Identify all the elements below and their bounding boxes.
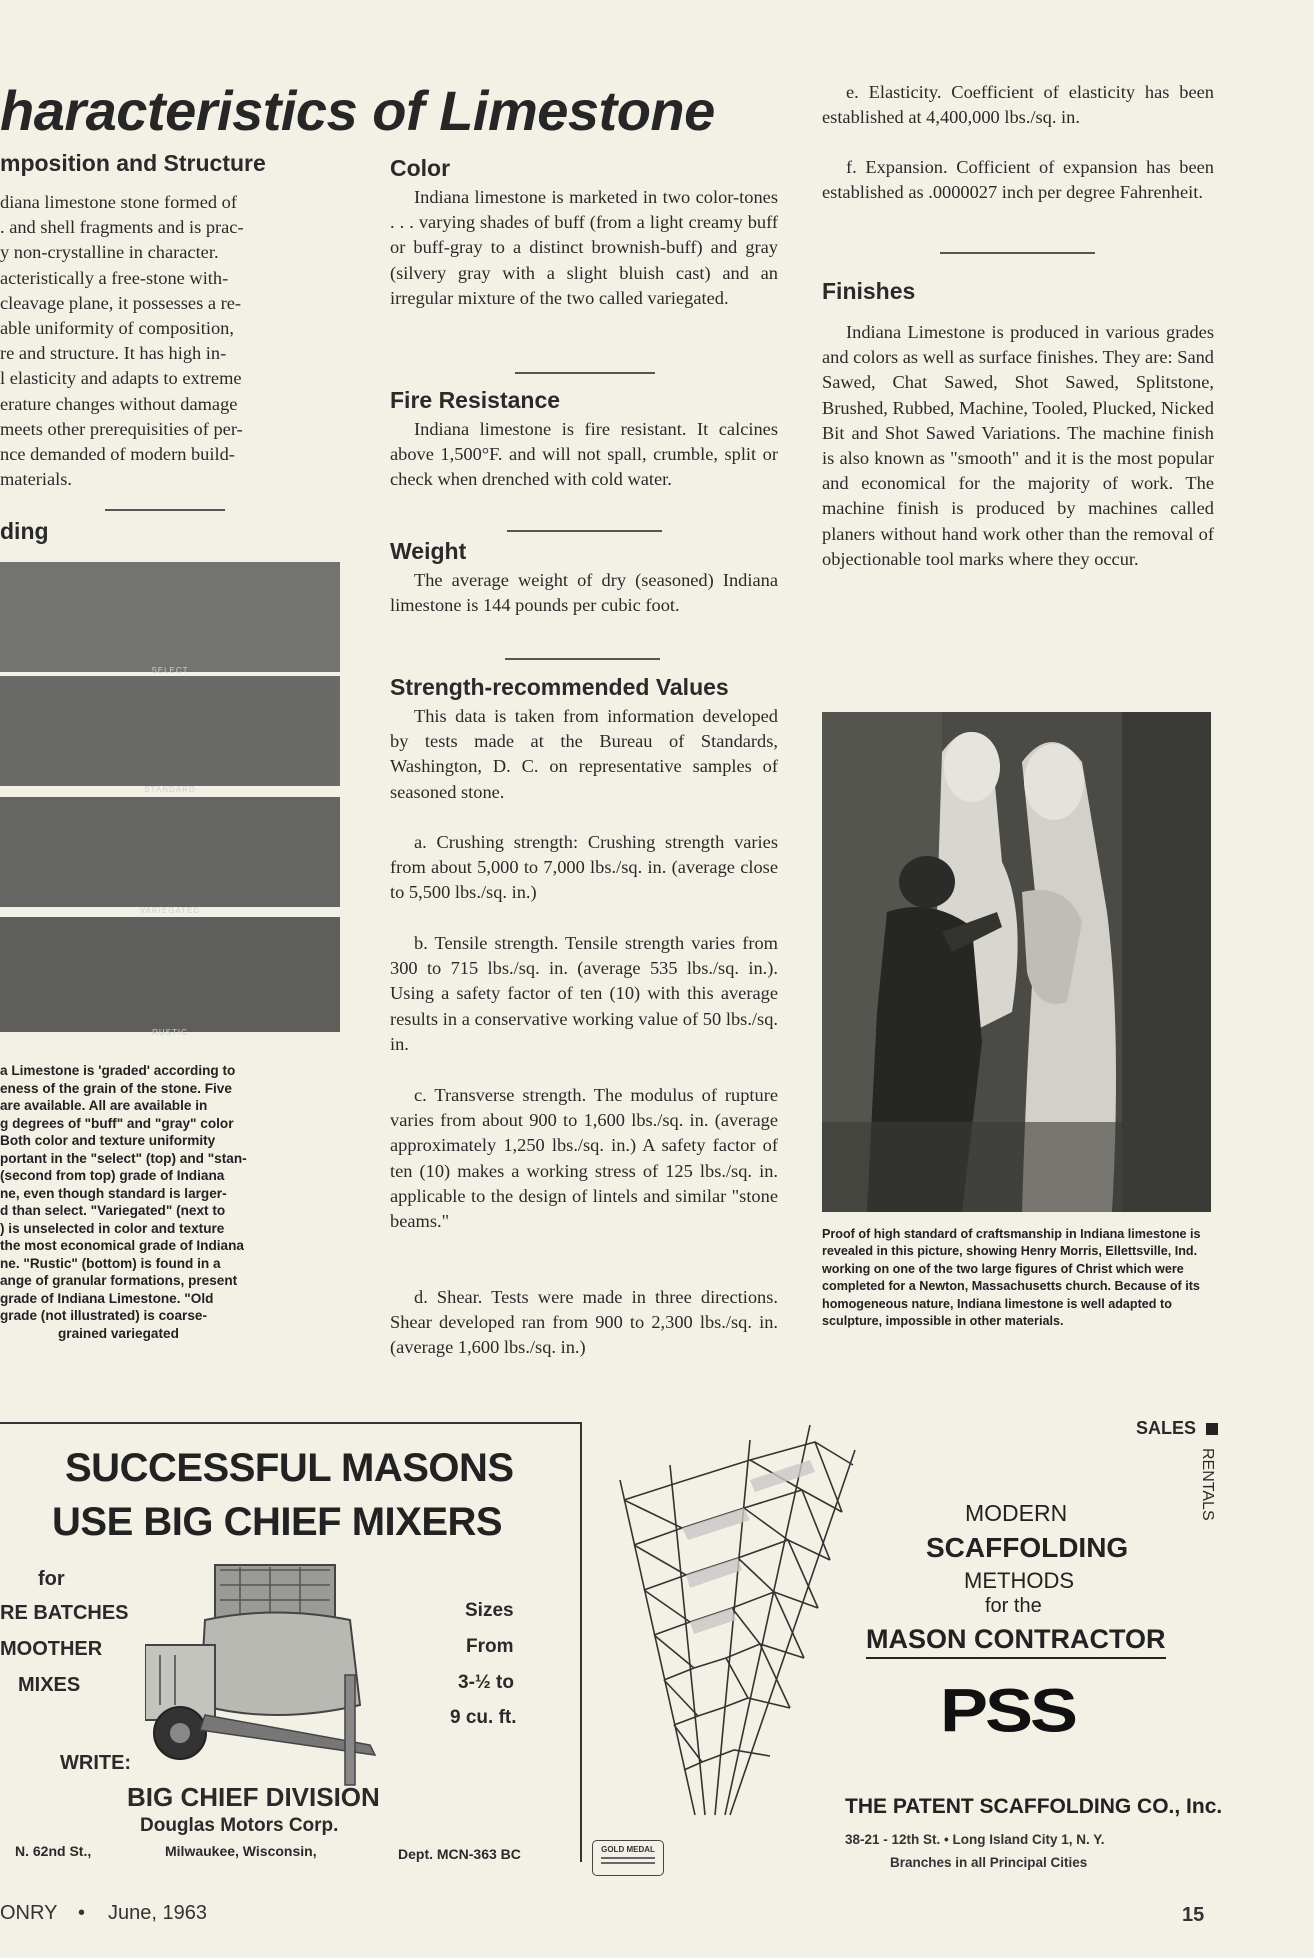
scaffold-line-3: METHODS: [964, 1568, 1074, 1593]
issue-date: June, 1963: [108, 1902, 207, 1924]
strength-intro: This data is taken from information developed by tests made at the Bureau of Standards, Washington, D. C. on representative samples of seasoned stone.: [390, 706, 778, 802]
composition-lines: [0, 190, 346, 492]
text-line: l elasticity and adapts to extreme: [0, 368, 242, 389]
mixer-illustration: [145, 1555, 390, 1790]
seal-rule: [601, 1857, 655, 1859]
scaffold-company: THE PATENT SCAFFOLDING CO., Inc.: [845, 1795, 1223, 1818]
caption-line: portant in the "select" (top) and "stan-: [0, 1150, 247, 1166]
mixer-division: BIG CHIEF DIVISION: [127, 1782, 380, 1812]
swatch-label: SELECT: [151, 666, 189, 675]
mixer-dept: Dept. MCN-363 BC: [398, 1846, 521, 1862]
mixer-sizes-3: 3-½ to: [458, 1672, 514, 1693]
composition-heading: mposition and Structure: [0, 150, 266, 176]
caption-line: grade (not illustrated) is coarse-: [0, 1308, 207, 1323]
weight-text: The average weight of dry (seasoned) Indiana limestone is 144 pounds per cubic foot.: [390, 570, 778, 616]
strength-a: a. Crushing strength: Crushing strength varies from about 5,000 to 7,000 lbs./sq. in. (average close to 5,500 lbs./sq. in.): [390, 832, 778, 903]
swatch-label: RUSTIC: [152, 1028, 188, 1037]
mixer-headline-1: SUCCESSFUL MASONS: [65, 1446, 514, 1490]
pss-logo: PSS: [940, 1676, 1076, 1745]
scaffold-illustration: [610, 1420, 860, 1820]
variegated-swatch: [0, 797, 340, 907]
strength-d: d. Shear. Tests were made in three directions. Shear developed ran from 900 to 2,300 lbs./sq. in. (average 1,600 lbs./sq. in.): [390, 1287, 778, 1358]
caption-line: the most economical grade of Indiana: [0, 1238, 244, 1253]
text-line: materials.: [0, 469, 73, 490]
text-line: cleavage plane, it possesses a re-: [0, 292, 242, 313]
mixer-city: Milwaukee, Wisconsin,: [165, 1843, 317, 1859]
mixer-benefit-2: MOOTHER: [0, 1638, 103, 1660]
text-line: meets other prerequisities of per-: [0, 418, 243, 439]
fire-heading: Fire Resistance: [390, 387, 561, 413]
caption-line: (second from top) grade of Indiana: [0, 1168, 225, 1183]
mixer-street: N. 62nd St.,: [15, 1843, 92, 1859]
scaffold-line-1: MODERN: [965, 1500, 1068, 1526]
fire-text: Indiana limestone is fire resistant. It calcines above 1,500°F. and will not spall, crumble, split or check when drenched with cold water.: [390, 419, 778, 490]
divider: [515, 372, 655, 374]
page-number: 15: [1182, 1904, 1205, 1926]
text-line: . and shell fragments and is prac-: [0, 217, 244, 238]
mixer-sizes-2: From: [466, 1636, 514, 1657]
sales-square: [1206, 1423, 1218, 1435]
divider: [940, 252, 1095, 254]
caption-line: Both color and texture uniformity: [0, 1133, 216, 1148]
caption-line: a Limestone is 'graded' according to: [0, 1063, 236, 1078]
scaffold-tower-image: [610, 1420, 860, 1820]
caption-line: grade of Indiana Limestone. "Old: [0, 1290, 214, 1306]
caption-line: are available. All are available in: [0, 1098, 208, 1113]
text-line: y non-crystalline in character.: [0, 242, 219, 263]
mixer-write: WRITE:: [60, 1752, 132, 1774]
seal-text: GOLD MEDAL: [601, 1845, 655, 1854]
caption-line: g degrees of "buff" and "gray" color: [0, 1115, 234, 1131]
caption-line: ne. "Rustic" (bottom) is found in a: [0, 1255, 221, 1271]
expansion-text: f. Expansion. Cofficient of expansion has been established as .0000027 inch per degree Fahrenheit.: [822, 157, 1214, 203]
mixer-sizes-4: 9 cu. ft.: [450, 1707, 517, 1728]
caption-line: eness of the grain of the stone. Five: [0, 1080, 232, 1096]
text-line: erature changes without damage: [0, 393, 238, 414]
rentals-label: RENTALS: [1199, 1448, 1216, 1521]
scaffold-line-4: for the: [985, 1595, 1042, 1617]
divider: [507, 530, 662, 532]
caption-line: grained variegated: [58, 1325, 179, 1341]
grading-caption: [0, 1062, 345, 1342]
strength-c: c. Transverse strength. The modulus of rupture varies from about 900 to 1,600 lbs./sq. in. (average approximately 1,250 lbs./sq. in.) A safety factor of ten (10) makes a working stress of 125 lbs./sq. in. applicable to the design of lintels and similar "stone beams.": [390, 1085, 778, 1232]
caption-line: d than select. "Variegated" (next to: [0, 1203, 226, 1218]
scaffold-line-2: SCAFFOLDING: [926, 1532, 1129, 1563]
sculptor-photo: [822, 712, 1211, 1212]
finishes-heading: Finishes: [822, 278, 916, 304]
mixer-sizes-1: Sizes: [465, 1600, 514, 1621]
seal-rule: [601, 1862, 655, 1864]
mixer-company: Douglas Motors Corp.: [140, 1815, 339, 1836]
sales-label: SALES: [1136, 1418, 1197, 1438]
finishes-text: Indiana Limestone is produced in various grades and colors as well as surface finishes. They are: Sand Sawed, Chat Sawed, Shot Sawed, Splitstone, Brushed, Rubbed, Machine, Tooled, Plucked, Nicked Bit and Shot Sawed Variations. The machine finish is also known as "smooth" and it is the most popular and economical for the majority of work. The machine finish is produced by machines called planers without hand work other than the removal of objectionable tool marks where they occur.: [822, 322, 1214, 569]
color-text: Indiana limestone is marketed in two color-tones . . . varying shades of buff (from a light creamy buff or buff-gray to a distinct brownish-buff) and gray (silvery gray with a slight bluish cast) and an irregular mixture of the two called variegated.: [390, 187, 778, 308]
photo-illustration: [822, 712, 1211, 1212]
swatch-label: STANDARD: [144, 785, 196, 794]
scaffold-line-5: MASON CONTRACTOR: [866, 1624, 1166, 1659]
elasticity-text: e. Elasticity. Coefficient of elasticity has been established at 4,400,000 lbs./sq. in.: [822, 82, 1214, 128]
mixer-for: for: [38, 1568, 65, 1590]
strength-heading: Strength-recommended Values: [390, 674, 729, 700]
mixer-benefit-1: RE BATCHES: [0, 1602, 129, 1624]
standard-swatch: [0, 676, 340, 786]
color-heading: Color: [390, 155, 451, 181]
caption-line: ange of granular formations, present: [0, 1273, 238, 1288]
swatch-label: VARIEGATED: [139, 906, 201, 915]
divider: [505, 658, 660, 660]
divider: [105, 509, 225, 511]
text-line: re and structure. It has high in-: [0, 343, 227, 364]
scaffold-address: 38-21 - 12th St. • Long Island City 1, N. Y.: [845, 1832, 1105, 1847]
composition-text: [0, 190, 346, 492]
select-swatch: [0, 562, 340, 672]
footer-bullet: •: [78, 1902, 86, 1924]
mixer-benefit-3: MIXES: [18, 1674, 81, 1696]
strength-b: b. Tensile strength. Tensile strength varies from 300 to 715 lbs./sq. in. (average 535 lbs./sq. in.). Using a safety factor of ten (10) with this average results in a conservative working value of 50 lbs./sq. in.: [390, 933, 778, 1054]
scaffold-branches: Branches in all Principal Cities: [890, 1855, 1088, 1870]
magazine-name: ONRY: [0, 1902, 58, 1924]
text-line: diana limestone stone formed of: [0, 192, 237, 212]
gold-medal-seal: [592, 1840, 664, 1876]
text-line: able uniformity of composition,: [0, 318, 234, 339]
grading-heading: ding: [0, 518, 49, 544]
caption-line: ) is unselected in color and texture: [0, 1220, 225, 1236]
rustic-swatch: [0, 917, 340, 1032]
photo-caption: Proof of high standard of craftsmanship in Indiana limestone is revealed in this picture, showing Henry Morris, Ellettsville, Ind. working on one of the two large figures of Christ which were completed for a Newton, Massachusetts church. Because of its homogeneous nature, Indiana limestone is well adapted to sculpture, impossible in other materials.: [822, 1227, 1201, 1329]
caption-line: ne, even though standard is larger-: [0, 1185, 227, 1201]
text-line: nce demanded of modern build-: [0, 444, 235, 465]
concrete-mixer-image: [145, 1555, 390, 1790]
text-line: acteristically a free-stone with-: [0, 267, 229, 288]
weight-heading: Weight: [390, 538, 467, 564]
mixer-headline-2: USE BIG CHIEF MIXERS: [52, 1500, 503, 1544]
article-title: haracteristics of Limestone: [0, 79, 715, 142]
